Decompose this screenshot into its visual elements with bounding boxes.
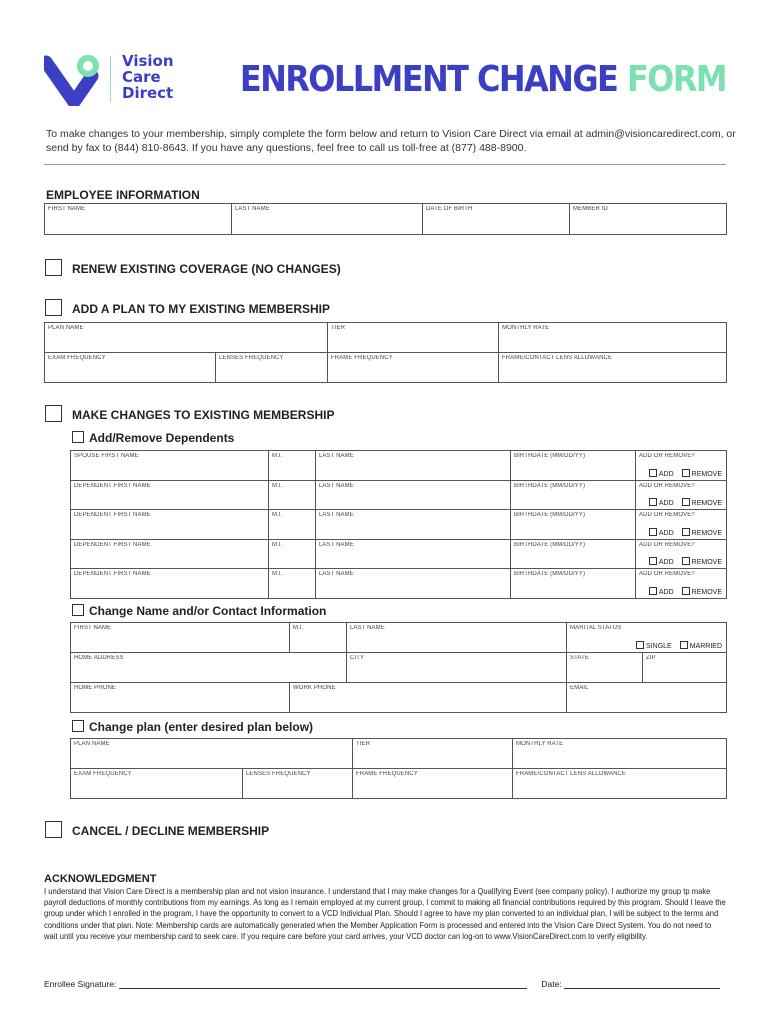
dependent-first-name-field[interactable]: DEPENDENT FIRST NAME	[71, 569, 269, 599]
spouse-birthdate-field[interactable]: BIRTHDATE (MM/DD/YY)	[511, 451, 636, 481]
employee-info-table	[44, 203, 727, 235]
header-divider	[44, 164, 726, 165]
make-changes-checkbox[interactable]	[45, 405, 62, 422]
change-plan-monthly-rate-field[interactable]: MONTHLY RATE	[513, 739, 727, 769]
add-option-label: ADD	[658, 529, 674, 537]
remove-checkbox[interactable]	[682, 469, 690, 477]
date-line[interactable]	[564, 988, 720, 989]
employee-last-name-field[interactable]: LAST NAME	[232, 204, 423, 235]
add-option-label: ADD	[658, 588, 674, 596]
change-plan-exam-frequency-field[interactable]: EXAM FREQUENCY	[71, 769, 243, 799]
dependent-last-name-field[interactable]: LAST NAME	[316, 480, 511, 510]
dependent-add-remove-cell: ADD OR REMOVE? ADD REMOVE	[636, 480, 727, 510]
make-changes-label: MAKE CHANGES TO EXISTING MEMBERSHIP	[72, 408, 335, 422]
remove-option-label: REMOVE	[691, 559, 722, 567]
dependent-birthdate-field[interactable]: BIRTHDATE (MM/DD/YY)	[511, 510, 636, 540]
dependent-mi-field[interactable]: M.I.	[269, 510, 316, 540]
contact-first-name-field[interactable]: FIRST NAME	[71, 623, 290, 653]
employee-first-name-field[interactable]: FIRST NAME	[45, 204, 232, 235]
dependent-mi-field[interactable]: M.I.	[269, 569, 316, 599]
change-plan-checkbox[interactable]	[72, 720, 84, 732]
spouse-add-remove-cell: ADD OR REMOVE? ADD REMOVE	[636, 451, 727, 481]
remove-checkbox[interactable]	[682, 498, 690, 506]
add-checkbox[interactable]	[649, 469, 657, 477]
cancel-label: CANCEL / DECLINE MEMBERSHIP	[72, 824, 270, 838]
remove-option-label: REMOVE	[691, 500, 722, 508]
dependent-add-remove-cell: ADD OR REMOVE? ADD REMOVE	[636, 539, 727, 569]
add-option-label: ADD	[658, 470, 674, 478]
add-plan-frame-frequency-field[interactable]: FRAME FREQUENCY	[328, 353, 499, 383]
spouse-last-name-field[interactable]: LAST NAME	[316, 451, 511, 481]
change-plan-tier-field[interactable]: TIER	[353, 739, 513, 769]
renew-label: RENEW EXISTING COVERAGE (NO CHANGES)	[72, 262, 341, 276]
vision-care-direct-logo-mark	[44, 52, 104, 106]
add-remove-dependents-checkbox[interactable]	[72, 431, 84, 443]
state-field[interactable]: STATE	[567, 653, 643, 683]
dependents-table	[70, 450, 727, 599]
employee-member-id-field[interactable]: MEMBER ID	[570, 204, 727, 235]
dependent-row	[71, 569, 727, 599]
add-plan-monthly-rate-field[interactable]: MONTHLY RATE	[499, 323, 727, 353]
dependent-last-name-field[interactable]: LAST NAME	[316, 539, 511, 569]
home-phone-field[interactable]: HOME PHONE	[71, 683, 290, 713]
remove-checkbox[interactable]	[682, 528, 690, 536]
spouse-first-name-field[interactable]: SPOUSE FIRST NAME	[71, 451, 269, 481]
dependent-add-remove-cell: ADD OR REMOVE? ADD REMOVE	[636, 510, 727, 540]
remove-option-label: REMOVE	[691, 470, 722, 478]
dependent-row	[71, 510, 727, 540]
add-remove-dependents-label: Add/Remove Dependents	[89, 431, 235, 445]
dependent-row	[71, 451, 727, 481]
add-checkbox[interactable]	[649, 498, 657, 506]
dependent-birthdate-field[interactable]: BIRTHDATE (MM/DD/YY)	[511, 569, 636, 599]
add-plan-table	[44, 322, 727, 383]
change-plan-table	[70, 738, 727, 799]
add-plan-exam-frequency-field[interactable]: EXAM FREQUENCY	[45, 353, 216, 383]
add-plan-label: ADD A PLAN TO MY EXISTING MEMBERSHIP	[72, 302, 331, 316]
employee-dob-field[interactable]: DATE OF BIRTH	[423, 204, 570, 235]
change-plan-lenses-frequency-field[interactable]: LENSES FREQUENCY	[243, 769, 353, 799]
dependent-row	[71, 539, 727, 569]
remove-option-label: REMOVE	[691, 588, 722, 596]
single-checkbox[interactable]	[636, 641, 644, 649]
spouse-mi-field[interactable]: M.I.	[269, 451, 316, 481]
change-contact-label: Change Name and/or Contact Information	[89, 604, 327, 618]
change-plan-label: Change plan (enter desired plan below)	[89, 720, 314, 734]
intro-text: To make changes to your membership, simply complete the form below and return to Vision Care Direct via email at admin@visioncaredirect.com, or send by fax to (844) 810-8643. If you have any questions, feel free to call us toll-free at (877) 488-8900.	[46, 128, 736, 154]
cancel-checkbox[interactable]	[45, 821, 62, 838]
signature-row	[44, 979, 720, 989]
add-checkbox[interactable]	[649, 557, 657, 565]
add-option-label: ADD	[658, 559, 674, 567]
renew-checkbox[interactable]	[45, 259, 62, 276]
contact-last-name-field[interactable]: LAST NAME	[347, 623, 567, 653]
acknowledgment-heading: ACKNOWLEDGMENT	[44, 873, 157, 885]
dependent-add-remove-cell: ADD OR REMOVE? ADD REMOVE	[636, 569, 727, 599]
add-plan-name-field[interactable]: PLAN NAME	[45, 323, 328, 353]
date-label: Date:	[541, 979, 562, 989]
dependent-first-name-field[interactable]: DEPENDENT FIRST NAME	[71, 510, 269, 540]
add-option-label: ADD	[658, 500, 674, 508]
change-contact-checkbox[interactable]	[72, 604, 84, 616]
marital-status-cell: MARITAL STATUS SINGLE MARRIED	[567, 623, 727, 653]
add-checkbox[interactable]	[649, 587, 657, 595]
change-plan-allowance-field[interactable]: FRAME/CONTACT LENS ALLOWANCE	[513, 769, 727, 799]
contact-mi-field[interactable]: M.I.	[290, 623, 347, 653]
logo-wordmark: Vision Care Direct	[122, 52, 174, 102]
dependent-row	[71, 480, 727, 510]
contact-table	[70, 622, 727, 713]
remove-checkbox[interactable]	[682, 557, 690, 565]
zip-field[interactable]: ZIP	[643, 653, 727, 683]
add-plan-tier-field[interactable]: TIER	[328, 323, 499, 353]
change-plan-frame-frequency-field[interactable]: FRAME FREQUENCY	[353, 769, 513, 799]
remove-option-label: REMOVE	[691, 529, 722, 537]
logo-divider	[110, 56, 111, 102]
change-plan-name-field[interactable]: PLAN NAME	[71, 739, 353, 769]
remove-checkbox[interactable]	[682, 587, 690, 595]
dependent-last-name-field[interactable]: LAST NAME	[316, 510, 511, 540]
dependent-mi-field[interactable]: M.I.	[269, 539, 316, 569]
work-phone-field[interactable]: WORK PHONE	[290, 683, 567, 713]
enrollee-signature-line[interactable]	[119, 988, 527, 989]
married-checkbox[interactable]	[680, 641, 688, 649]
email-field[interactable]: EMAIL	[567, 683, 727, 713]
home-address-field[interactable]: HOME ADDRESS	[71, 653, 347, 683]
enrollee-signature-label: Enrollee Signature:	[44, 979, 117, 989]
employee-info-heading: EMPLOYEE INFORMATION	[46, 188, 200, 202]
dependent-birthdate-field[interactable]: BIRTHDATE (MM/DD/YY)	[511, 539, 636, 569]
dependent-mi-field[interactable]: M.I.	[269, 480, 316, 510]
dependent-birthdate-field[interactable]: BIRTHDATE (MM/DD/YY)	[511, 480, 636, 510]
dependent-first-name-field[interactable]: DEPENDENT FIRST NAME	[71, 480, 269, 510]
married-option-label: MARRIED	[689, 643, 722, 650]
add-plan-allowance-field[interactable]: FRAME/CONTACT LENS ALLOWANCE	[499, 353, 727, 383]
city-field[interactable]: CITY	[347, 653, 567, 683]
acknowledgment-text: I understand that Vision Care Direct is a membership plan and not vision insurance. I understand that I may make changes for a Qualifying Event (see company policy). I authorize my group tp make payroll deductions of monthly contributions from my earnings. As long as I remain employed at my current group, I commit to making all financial contributions required by this program. Should I leave the group under which I enrolled in the program, I have the opportunity to convert to a VCD Individual Plan. Should I agree to have my plan converted to an individual plan, I will be subject to the terms and conditions under that plan. Note: Membership cards are automatically generated when the Member Application Form is processed and entered into the Vision Care Direct System. You do not need to wait until you receive your membership card to seek care. If you require care before your card arrives, your VCD doctor can log-on to www.VisionCareDirect.com to verify eligibility.	[44, 886, 726, 941]
add-plan-checkbox[interactable]	[45, 299, 62, 316]
single-option-label: SINGLE	[646, 643, 672, 650]
dependent-first-name-field[interactable]: DEPENDENT FIRST NAME	[71, 539, 269, 569]
add-plan-lenses-frequency-field[interactable]: LENSES FREQUENCY	[216, 353, 328, 383]
add-checkbox[interactable]	[649, 528, 657, 536]
page-title: ENROLLMENT CHANGE FORM	[239, 58, 726, 100]
dependent-last-name-field[interactable]: LAST NAME	[316, 569, 511, 599]
